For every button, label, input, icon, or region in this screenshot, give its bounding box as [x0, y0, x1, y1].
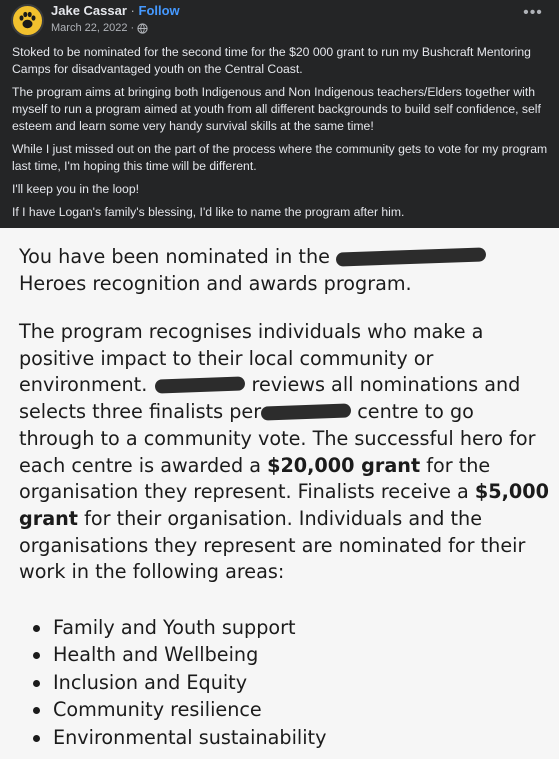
list-item: Health and Wellbeing [33, 641, 326, 668]
more-options-button[interactable]: ••• [523, 4, 543, 21]
post-paragraph: I'll keep you in the loop! [12, 182, 139, 196]
program-text: reviews all nominations and selects three finalists per [19, 373, 521, 424]
follow-button[interactable]: Follow [138, 3, 180, 18]
program-text: for their organisation. Individuals and the organisations they represent are nominated for their work in the following areas: [19, 506, 526, 584]
nomination-areas-list [33, 614, 326, 751]
list-item: Inclusion and Equity [33, 669, 326, 696]
program-text: for the organisation they represent. Finalists receive a [19, 453, 491, 504]
redaction-mark [261, 404, 351, 421]
facebook-post [0, 0, 559, 228]
post-paragraph: Stoked to be nominated for the second time for the $20 000 grant to run my Bushcraft Mentoring Camps for disadvantaged youth on the Central Coast. [12, 45, 531, 76]
avatar[interactable] [11, 4, 44, 37]
post-image[interactable] [0, 228, 559, 759]
redaction-mark [155, 377, 245, 394]
separator: · [130, 3, 135, 18]
post-text [12, 44, 552, 227]
list-item: Community resilience [33, 696, 326, 723]
post-paragraph: While I just missed out on the part of the process where the community gets to vote for my program last time, I'm hoping this time will be different. [12, 142, 548, 173]
grant-amount-small: $5,000 grant [19, 480, 549, 530]
post-header [51, 3, 180, 18]
author-name[interactable]: Jake Cassar [51, 3, 127, 18]
paw-logo-icon [13, 6, 42, 35]
nomination-text-end: Heroes recognition and awards program. [19, 272, 412, 295]
program-text: The program recognises individuals who make a positive impact to their local community or environment. [19, 320, 484, 397]
post-paragraph: If I have Logan's family's blessing, I'd like to name the program after him. [12, 205, 405, 219]
globe-icon [137, 23, 148, 34]
list-item: Family and Youth support [33, 614, 326, 641]
program-description [19, 319, 554, 586]
program-text: centre to go through to a community vote. The successful hero for each centre is awarded a [19, 400, 536, 477]
nomination-text-start: You have been nominated in the [19, 245, 337, 268]
redaction-mark [336, 247, 486, 266]
nomination-statement [19, 243, 549, 297]
grant-amount-large: $20,000 grant [267, 453, 421, 477]
post-meta [51, 22, 148, 34]
post-paragraph: The program aims at bringing both Indigenous and Non Indigenous teachers/Elders together with myself to run a program aimed at youth from all different backgrounds to build self confidence, self esteem and learn some very handy survival skills at the same time! [12, 85, 541, 133]
list-item: Environmental sustainability [33, 724, 326, 751]
post-date[interactable]: March 22, 2022 · [51, 22, 135, 34]
